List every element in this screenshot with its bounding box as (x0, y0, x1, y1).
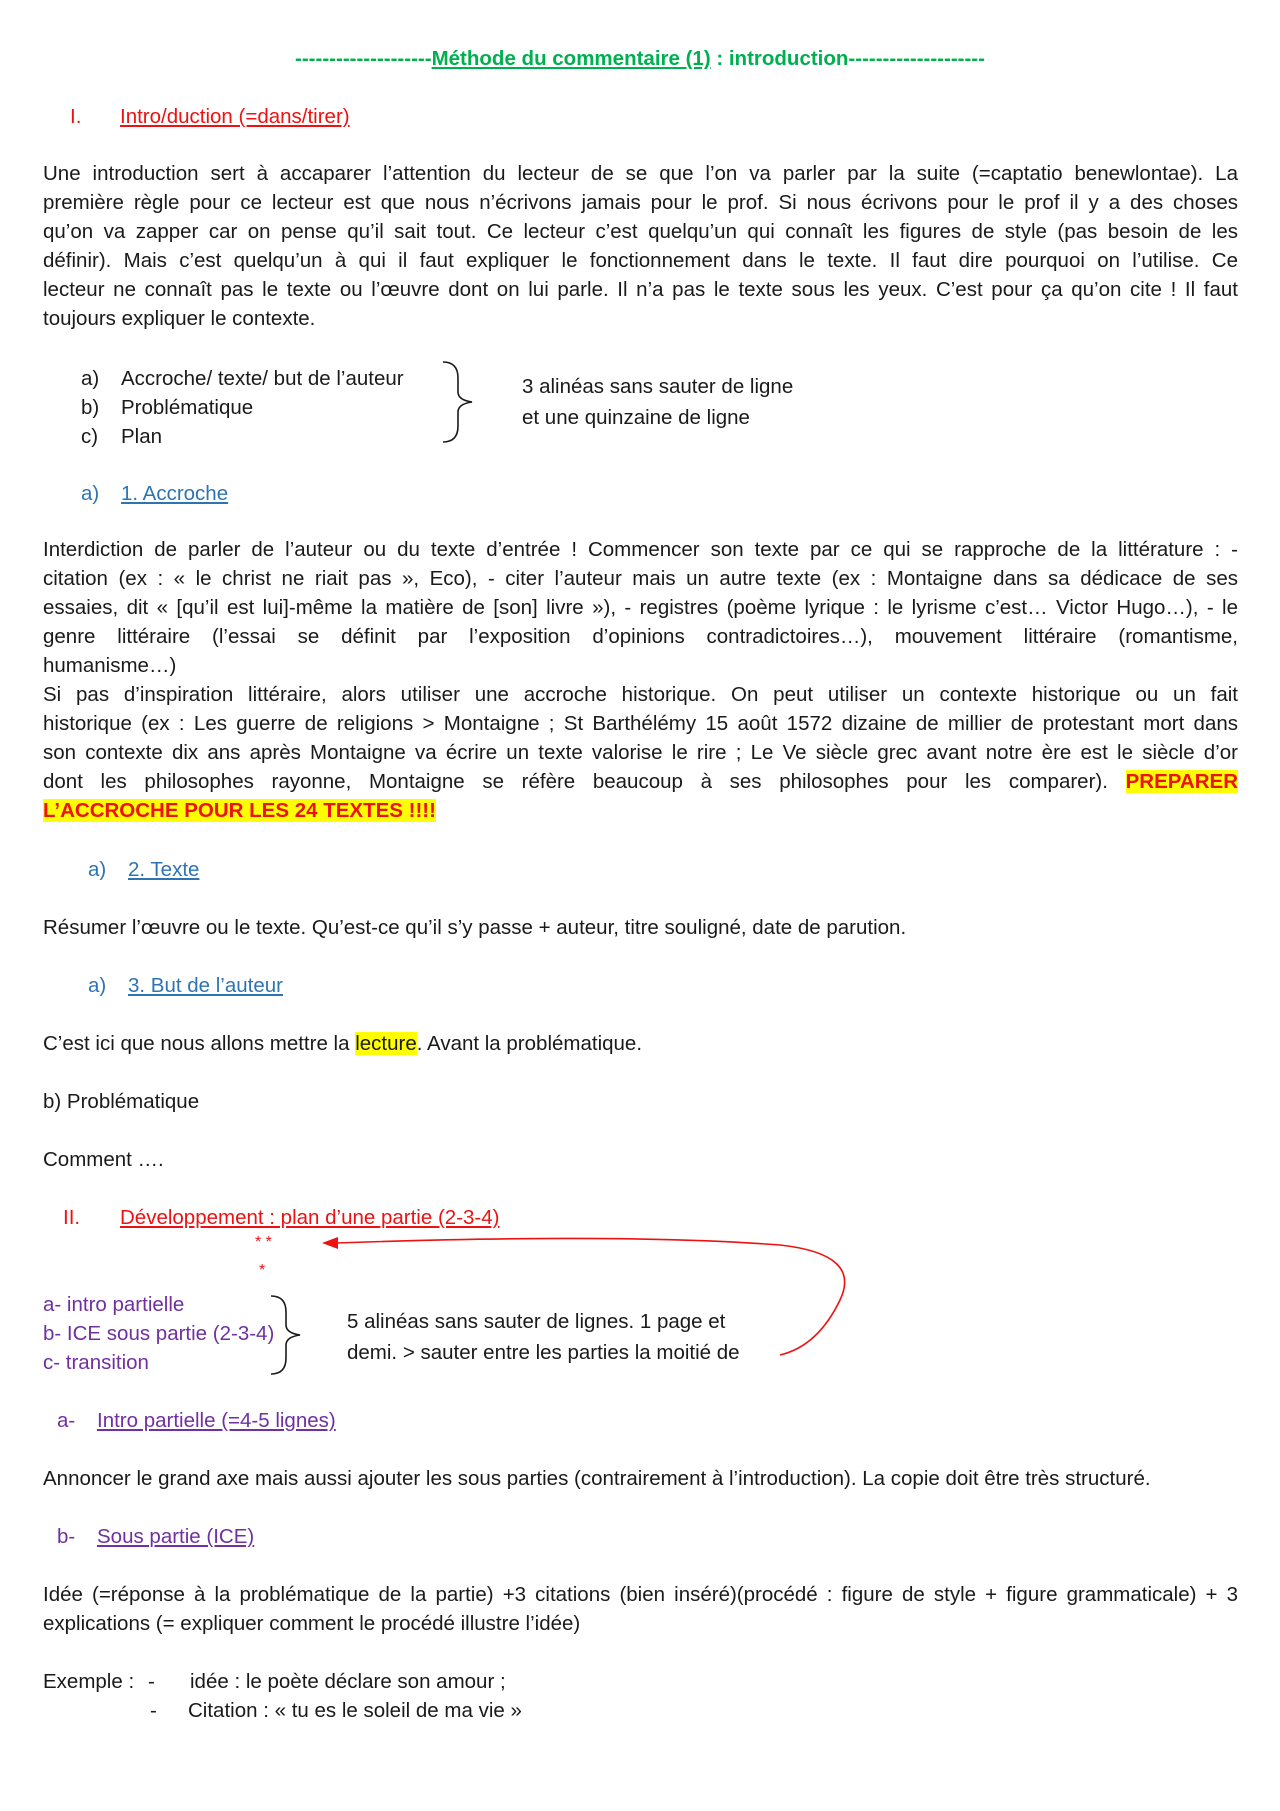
title-main: Méthode du commentaire (1) (431, 47, 711, 70)
sous-partie-paragraph (43, 1580, 1238, 1638)
subsection-marker: b- (57, 1525, 76, 1548)
list-item-intro-partielle: a- intro partielle (43, 1293, 185, 1316)
accroche-line-with-highlight (43, 767, 1238, 796)
sous-partie-line: Idée (=réponse à la problématique de la partie) +3 citations (bien inséré)(procédé : figure de style + figure grammaticale) + 3 (43, 1583, 1238, 1606)
but-line (43, 1029, 642, 1058)
list-item-problematique: Problématique (121, 396, 254, 419)
accroche-line: citation (ex : « le christ ne riait pas », Eco), - citer l’auteur mais un autre texte (ex : Montaigne dans sa dédicace de ses (43, 567, 1238, 590)
sous-partie-line: explications (= expliquer comment le procédé illustre l’idée) (43, 1612, 581, 1635)
brace-note-line: 3 alinéas sans sauter de ligne (522, 375, 794, 398)
highlight-lecture: lecture (355, 1032, 417, 1055)
intro-line: Une introduction sert à accaparer l’attention du lecteur de se que l’on va parler par la suite (=captatio benewlontae). La (43, 162, 1238, 185)
brace-note-line: demi. > sauter entre les parties la moitié de (347, 1341, 740, 1364)
title-dashes-right: -------------------- (848, 47, 985, 70)
but-text-pre: C’est ici que nous allons mettre la (43, 1032, 356, 1055)
subsection-heading-texte: 2. Texte (128, 858, 200, 881)
exemple-label: Exemple : (43, 1670, 135, 1693)
accroche-line: essaies, dit « [qu’il est lui]-même la matière de [son] livre »), - registres (poème lyrique : le lyrisme c’est… Victor Hugo…), - le (43, 596, 1238, 619)
accroche-line: Interdiction de parler de l’auteur ou du texte d’entrée ! Commencer son texte par ce qui se rapproche de la littérature : - (43, 538, 1238, 561)
section2-heading: Développement : plan d’une partie (2-3-4) (120, 1206, 500, 1229)
section2-number: II. (63, 1206, 81, 1229)
subsection-heading-intro-partielle: Intro partielle (=4-5 lignes) (97, 1409, 336, 1432)
intro-line: toujours expliquer le contexte. (43, 307, 316, 330)
accroche-line: dont les philosophes rayonne, Montaigne se réfère beaucoup à ses philosophes pour les comparer). (43, 770, 1108, 793)
subsection-heading-sous-partie: Sous partie (ICE) (97, 1525, 255, 1548)
highlight-preparer: PREPARER (1125, 770, 1238, 793)
subsection-marker: a) (81, 482, 100, 505)
list-item-ice-sous-partie: b- ICE sous partie (2-3-4) (43, 1322, 275, 1345)
section1-heading: Intro/duction (=dans/tirer) (120, 105, 350, 128)
accroche-line: genre littéraire (l’essai se définit par l’exposition d’opinions contradictoires…), mouvement littéraire (romantisme, (43, 625, 1238, 648)
title-dashes-left: -------------------- (295, 47, 432, 70)
brace-icon (271, 1296, 300, 1374)
list-item-transition: c- transition (43, 1351, 149, 1374)
list-item-accroche: Accroche/ texte/ but de l’auteur (121, 367, 404, 390)
exemple-dash: - (150, 1699, 157, 1722)
but-text-post: . Avant la problématique. (416, 1032, 643, 1055)
intro-line: lecteur ne connaît pas le texte ou l’œuvre dont on lui parle. Il n’a pas le texte sous les yeux. C’est pour ça qu’on cite ! Il faut (43, 278, 1238, 301)
section1-number: I. (70, 105, 82, 128)
highlight-line (43, 796, 1238, 825)
list-marker: a) (81, 367, 100, 390)
intro-line: définir). Mais c’est quelqu’un à qui il faut expliquer le fonctionnement dans le texte. Il faut dire pourquoi on l’utilise. Ce (43, 249, 1238, 272)
stars-bottom: * (259, 1262, 266, 1279)
exemple-item: idée : le poète déclare son amour ; (190, 1670, 506, 1693)
problematique-label: b) Problématique (43, 1090, 200, 1113)
highlight-accroche-24-textes: L’ACCROCHE POUR LES 24 TEXTES !!!! (43, 799, 436, 822)
exemple-item: Citation : « tu es le soleil de ma vie » (188, 1699, 522, 1722)
subsection-heading-accroche: 1. Accroche (121, 482, 229, 505)
accroche-line: humanisme…) (43, 654, 177, 677)
accroche-line: son contexte dix ans après Montaigne va écrire un texte valorise le rire ; Le Ve siècle grec avant notre ère est le siècle d’or (43, 741, 1238, 764)
arrow-head-icon (322, 1237, 338, 1249)
list-item-plan: Plan (121, 425, 163, 448)
subsection-marker: a- (57, 1409, 76, 1432)
subsection-heading-but: 3. But de l’auteur (128, 974, 283, 997)
brace-icon (443, 362, 472, 442)
texte-line: Résumer l’œuvre ou le texte. Qu’est-ce qu’il s’y passe + auteur, titre souligné, date de parution. (43, 916, 907, 939)
intro-partielle-line: Annoncer le grand axe mais aussi ajouter les sous parties (contrairement à l’introduction). La copie doit être très structuré. (43, 1467, 1151, 1490)
brace-note-line: 5 alinéas sans sauter de lignes. 1 page et (347, 1310, 726, 1333)
list-marker: b) (81, 396, 100, 419)
accroche-line: Si pas d’inspiration littéraire, alors utiliser une accroche historique. On peut utiliser un contexte historique ou un fait (43, 683, 1238, 706)
intro-line: première règle pour ce lecteur est que nous n’écrivons jamais pour le prof. Si nous écrivons pour le prof il y a des choses (43, 191, 1238, 214)
exemple-dash: - (148, 1670, 155, 1693)
subsection-marker: a) (88, 974, 107, 997)
intro-line: qu’on va zapper car on pense qu’il sait tout. Ce lecteur c’est quelqu’un qui connaît les figures de style (pas besoin de les (43, 220, 1238, 243)
stars-top: * * (255, 1234, 272, 1251)
title-rest: : introduction (710, 47, 849, 70)
problematique-comment: Comment …. (43, 1148, 164, 1171)
accroche-paragraph (43, 535, 1238, 825)
subsection-marker: a) (88, 858, 107, 881)
list-marker: c) (81, 425, 99, 448)
brace-note-line: et une quinzaine de ligne (522, 406, 750, 429)
accroche-line: historique (ex : Les guerre de religions > Montaigne ; St Barthélémy 15 août 1572 dizaine de millier de protestant mort dans (43, 712, 1238, 735)
